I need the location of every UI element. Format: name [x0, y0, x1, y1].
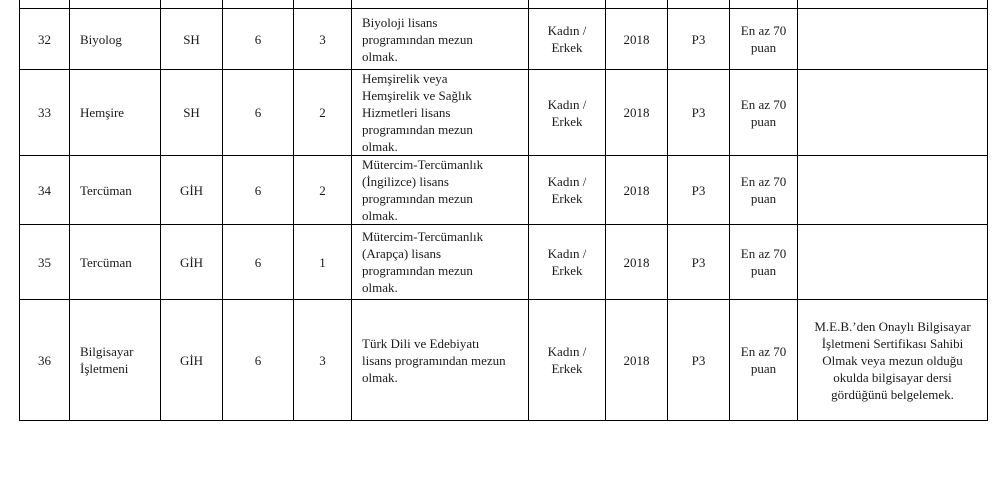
service-class: GİH	[161, 300, 223, 421]
minimum-score: En az 70 puan	[730, 225, 798, 300]
minimum-score: En az 70 puan	[730, 300, 798, 421]
exam-year: 2018	[606, 225, 668, 300]
table-cell	[606, 0, 668, 9]
score-type: P3	[668, 156, 730, 225]
table-cell	[668, 0, 730, 9]
table-cell	[730, 0, 798, 9]
score-type: P3	[668, 300, 730, 421]
education-requirement: Türk Dili ve Edebiyatı lisans programından mezun olmak.	[352, 300, 529, 421]
row-number: 36	[20, 300, 70, 421]
service-class: GİH	[161, 156, 223, 225]
table-cell	[161, 0, 223, 9]
service-class: SH	[161, 70, 223, 156]
education-requirement: Mütercim-Tercümanlık (İngilizce) lisans programından mezun olmak.	[352, 156, 529, 225]
table-cell	[20, 0, 70, 9]
position-title: Tercüman	[70, 156, 161, 225]
gender: Kadın / Erkek	[529, 70, 606, 156]
table-row	[20, 300, 988, 421]
additional-requirement	[798, 156, 988, 225]
table-cell	[529, 0, 606, 9]
position-title: Tercüman	[70, 225, 161, 300]
row-number: 34	[20, 156, 70, 225]
score-type: P3	[668, 225, 730, 300]
position-count: 3	[294, 300, 352, 421]
gender: Kadın / Erkek	[529, 300, 606, 421]
table-row-partial	[20, 0, 988, 9]
grade-level: 6	[223, 300, 294, 421]
minimum-score: En az 70 puan	[730, 9, 798, 70]
exam-year: 2018	[606, 70, 668, 156]
service-class: GİH	[161, 225, 223, 300]
score-type: P3	[668, 9, 730, 70]
position-count: 3	[294, 9, 352, 70]
exam-year: 2018	[606, 156, 668, 225]
grade-level: 6	[223, 70, 294, 156]
service-class: SH	[161, 9, 223, 70]
position-title: Hemşire	[70, 70, 161, 156]
exam-year: 2018	[606, 300, 668, 421]
gender: Kadın / Erkek	[529, 9, 606, 70]
minimum-score: En az 70 puan	[730, 70, 798, 156]
position-count: 2	[294, 70, 352, 156]
row-number: 32	[20, 9, 70, 70]
row-number: 35	[20, 225, 70, 300]
education-requirement: Biyoloji lisans programından mezun olmak.	[352, 9, 529, 70]
additional-requirement	[798, 70, 988, 156]
education-requirement: Mütercim-Tercümanlık (Arapça) lisans programından mezun olmak.	[352, 225, 529, 300]
table-row	[20, 225, 988, 300]
positions-table	[19, 0, 988, 421]
table-row	[20, 9, 988, 70]
position-title: Biyolog	[70, 9, 161, 70]
score-type: P3	[668, 70, 730, 156]
table-row	[20, 70, 988, 156]
minimum-score: En az 70 puan	[730, 156, 798, 225]
gender: Kadın / Erkek	[529, 225, 606, 300]
table-cell	[70, 0, 161, 9]
exam-year: 2018	[606, 9, 668, 70]
education-requirement: Hemşirelik veya Hemşirelik ve Sağlık Hizmetleri lisans programından mezun olmak.	[352, 70, 529, 156]
table-cell	[798, 0, 988, 9]
row-number: 33	[20, 70, 70, 156]
table-row	[20, 156, 988, 225]
additional-requirement	[798, 9, 988, 70]
position-title: Bilgisayar İşletmeni	[70, 300, 161, 421]
position-count: 1	[294, 225, 352, 300]
grade-level: 6	[223, 156, 294, 225]
table-cell	[352, 0, 529, 9]
table-cell	[223, 0, 294, 9]
additional-requirement: M.E.B.’den Onaylı Bilgisayar İşletmeni Sertifikası Sahibi Olmak veya mezun olduğu okulda bilgisayar dersi gördüğünü belgelemek.	[798, 300, 988, 421]
additional-requirement	[798, 225, 988, 300]
table-cell	[294, 0, 352, 9]
grade-level: 6	[223, 9, 294, 70]
gender: Kadın / Erkek	[529, 156, 606, 225]
grade-level: 6	[223, 225, 294, 300]
position-count: 2	[294, 156, 352, 225]
